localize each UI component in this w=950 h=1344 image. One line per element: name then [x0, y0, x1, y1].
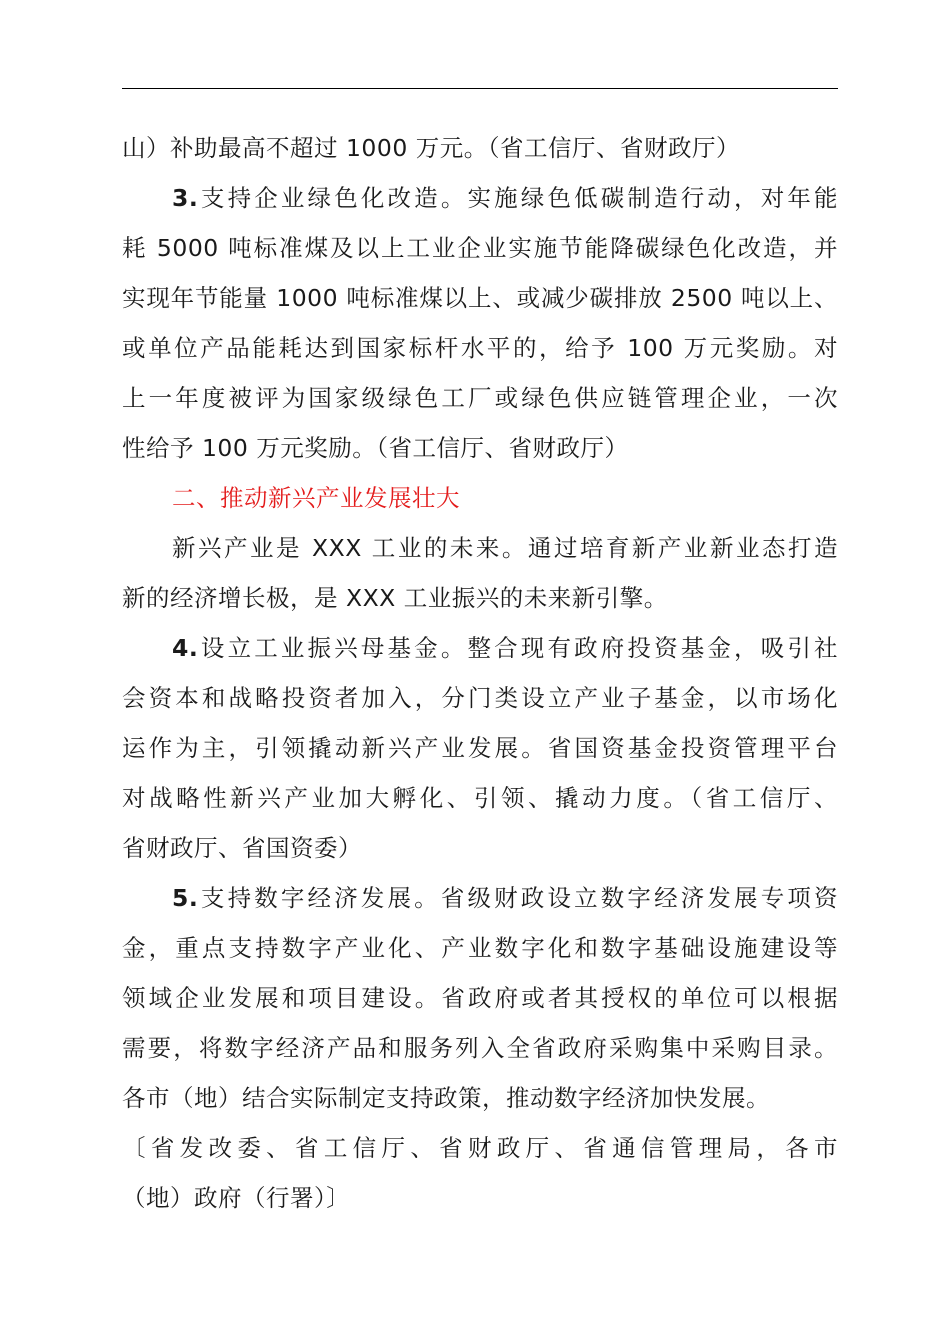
item-4-number: 4.	[172, 634, 199, 662]
text-line: 或单位产品能耗达到国家标杆水平的，给予 100 万元奖励。对	[122, 334, 838, 362]
text-line: （地）政府（行署）〕	[122, 1184, 351, 1212]
item-4-first-line	[122, 623, 838, 673]
text-line: 会资本和战略投资者加入，分门类设立产业子基金，以市场化	[122, 684, 838, 712]
item-3-first-line	[122, 173, 838, 223]
text-line: 〔省发改委、省工信厅、省财政厅、省通信管理局，各市	[122, 1134, 838, 1162]
item-4-title: 设立工业振兴母基金。整合现有政府投资基金，吸引社	[198, 634, 838, 662]
text-line: 新兴产业是 XXX 工业的未来。通过培育新产业新业态打造	[172, 534, 838, 562]
item-3-number: 3.	[172, 184, 199, 212]
text-line: 各市（地）结合实际制定支持政策，推动数字经济加快发展。	[122, 1084, 770, 1112]
text-line: 上一年度被评为国家级绿色工厂或绿色供应链管理企业，一次	[122, 384, 838, 412]
text-line: 实现年节能量 1000 吨标准煤以上、或减少碳排放 2500 吨以上、	[122, 284, 838, 312]
item-5-number: 5.	[172, 884, 199, 912]
text-line: 耗 5000 吨标准煤及以上工业企业实施节能降碳绿色化改造，并	[122, 234, 838, 262]
section-2-heading: 二、推动新兴产业发展壮大	[172, 484, 460, 512]
item-5-title: 支持数字经济发展。省级财政设立数字经济发展专项资	[198, 884, 838, 912]
text-line: 山）补助最高不超过 1000 万元。（省工信厅、省财政厅）	[122, 134, 740, 162]
text-line: 对战略性新兴产业加大孵化、引领、撬动力度。（省工信厅、	[122, 784, 838, 812]
item-3-title: 支持企业绿色化改造。实施绿色低碳制造行动，对年能	[198, 184, 838, 212]
text-line: 需要，将数字经济产品和服务列入全省政府采购集中采购目录。	[122, 1034, 838, 1062]
text-line: 运作为主，引领撬动新兴产业发展。省国资基金投资管理平台	[122, 734, 838, 762]
text-line: 省财政厅、省国资委）	[122, 834, 362, 862]
text-line: 性给予 100 万元奖励。（省工信厅、省财政厅）	[122, 434, 629, 462]
item-5-first-line	[122, 873, 838, 923]
document-body	[122, 123, 838, 1223]
text-line: 领域企业发展和项目建设。省政府或者其授权的单位可以根据	[122, 984, 838, 1012]
header-rule	[122, 88, 838, 89]
text-line: 金，重点支持数字产业化、产业数字化和数字基础设施建设等	[122, 934, 838, 962]
text-line: 新的经济增长极，是 XXX 工业振兴的未来新引擎。	[122, 584, 668, 612]
